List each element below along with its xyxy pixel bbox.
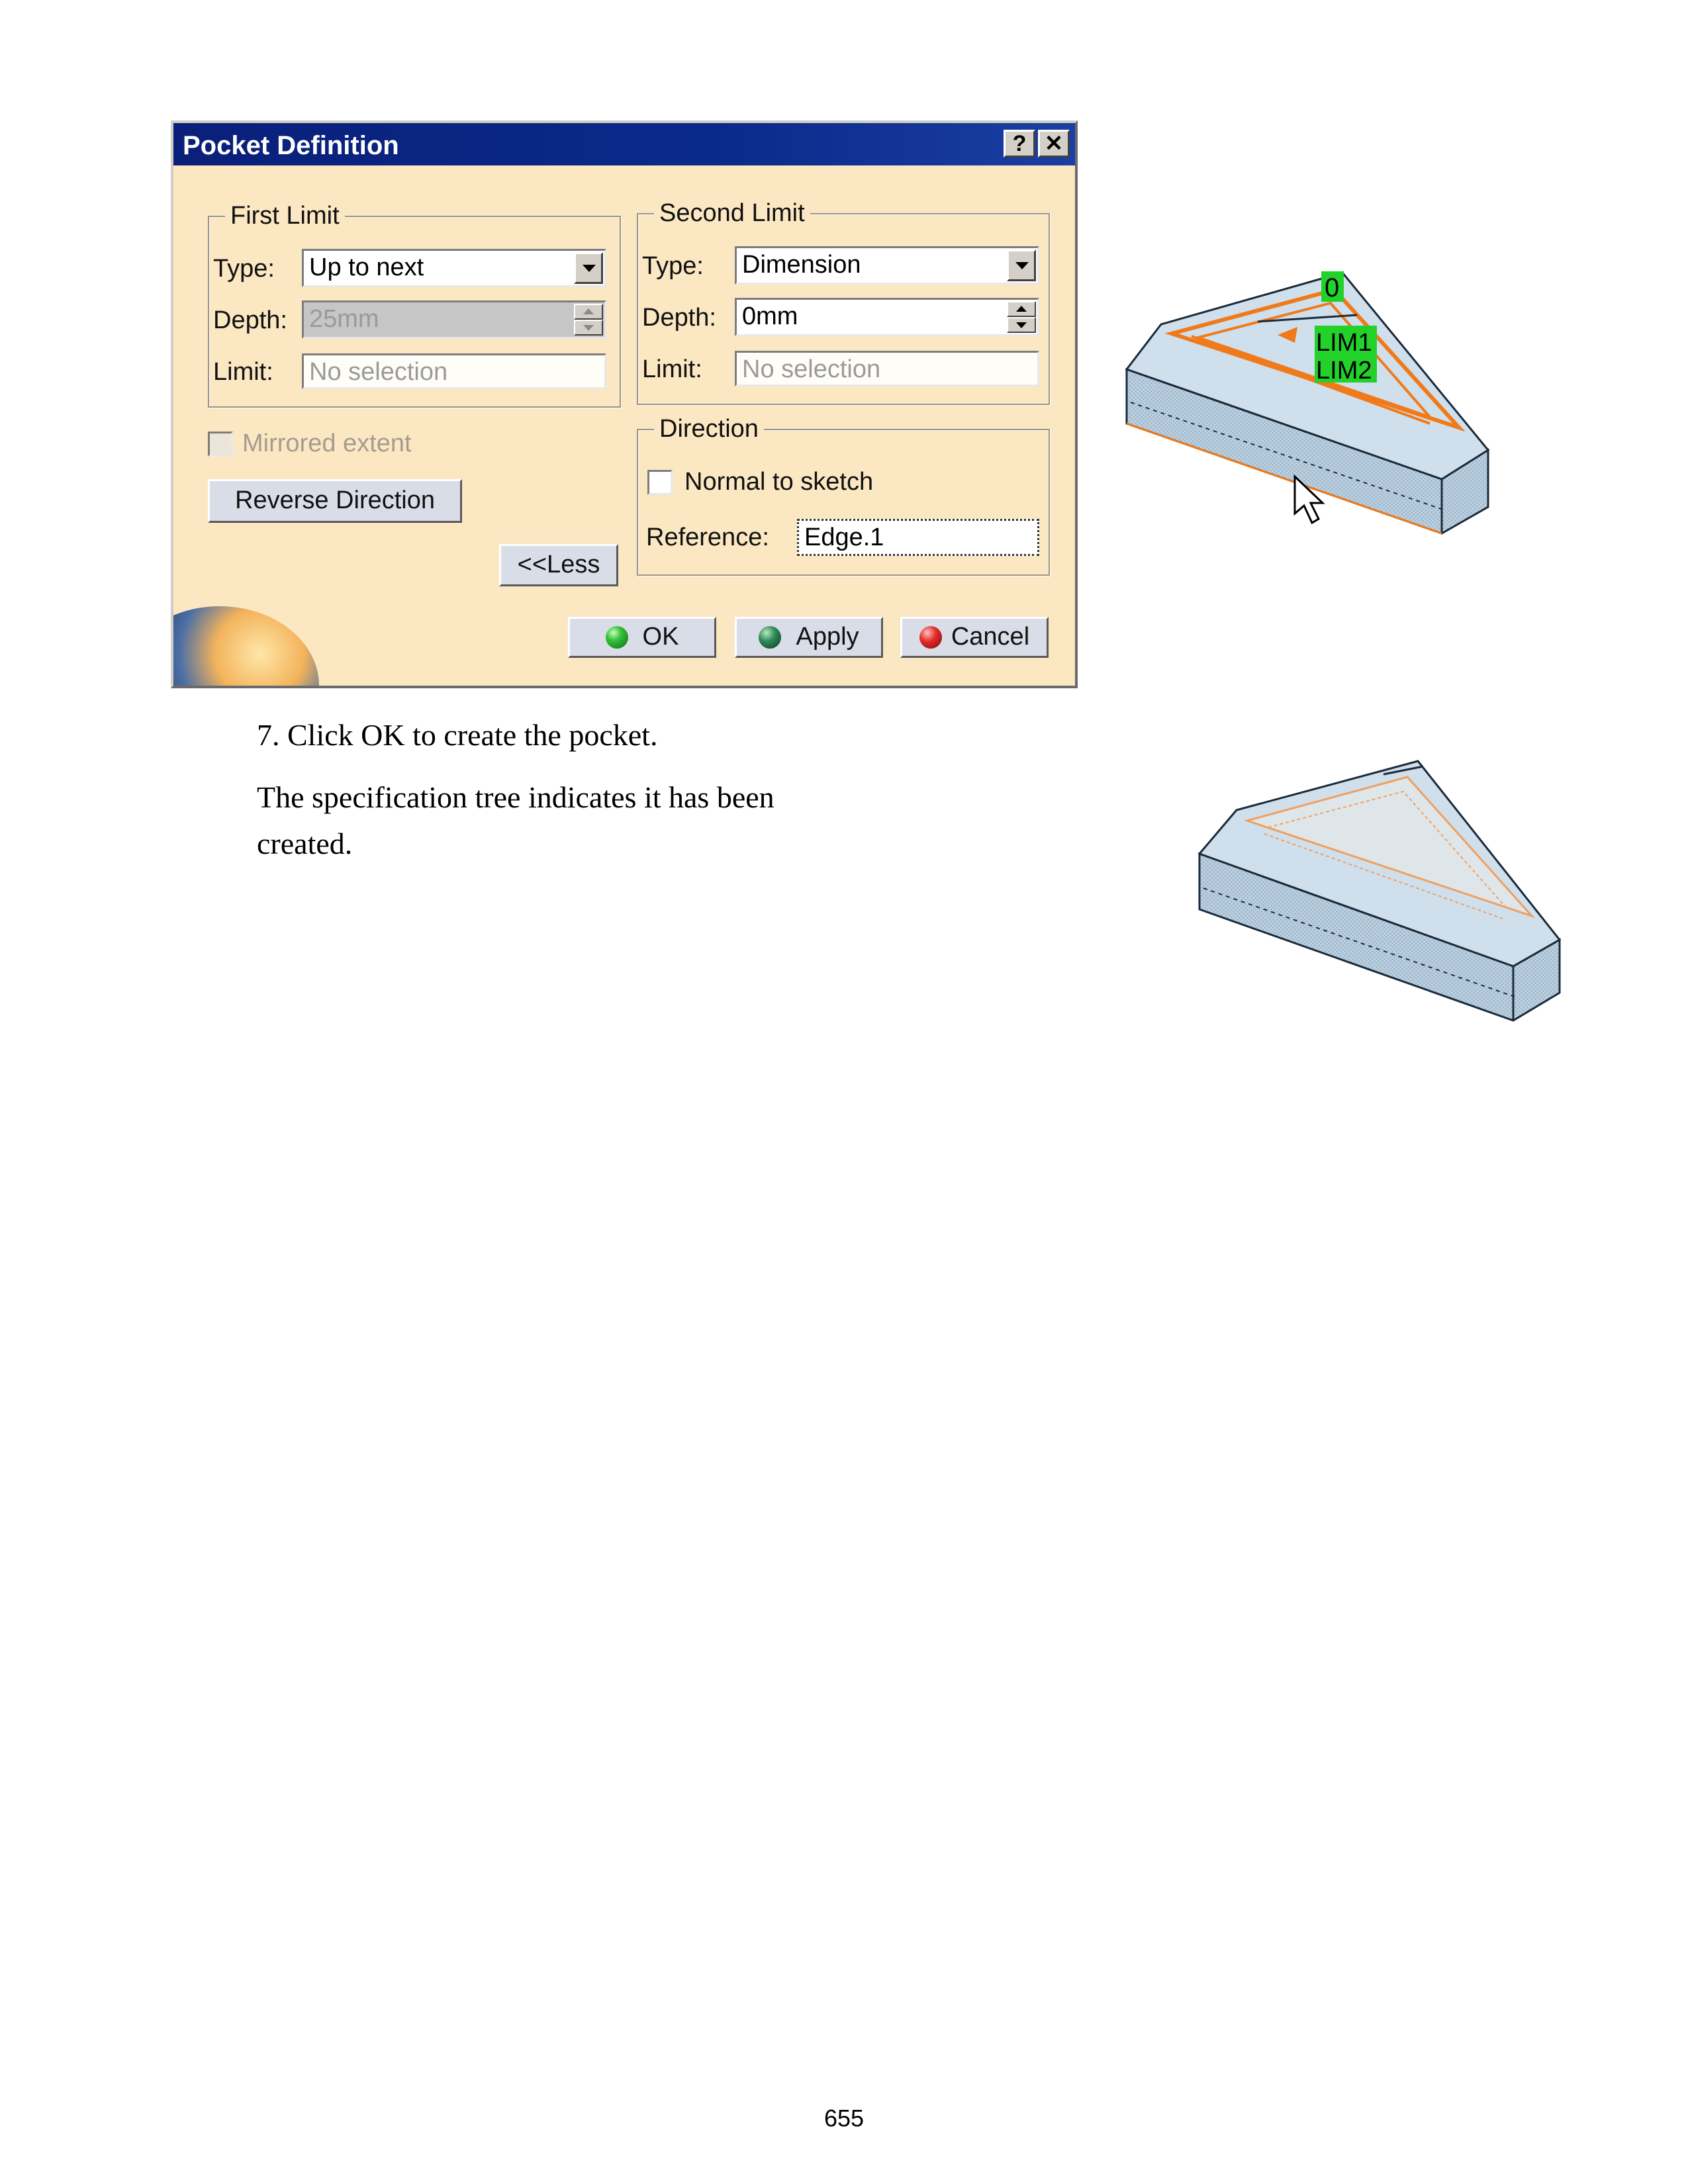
dialog-title: Pocket Definition (183, 131, 399, 160)
cancel-button[interactable] (900, 617, 1049, 658)
help-button[interactable] (1004, 130, 1035, 158)
second-type-value: Dimension (742, 251, 861, 279)
pocket-preview-figure (1099, 251, 1509, 556)
label-lim1: LIM1 (1316, 329, 1372, 357)
first-limit-group (208, 202, 621, 408)
close-button[interactable] (1038, 130, 1070, 158)
direction-group (637, 415, 1050, 576)
apply-button[interactable] (735, 617, 883, 658)
normal-to-sketch-label: Normal to sketch (684, 468, 874, 496)
cancel-icon (919, 626, 942, 649)
help-icon: ? (1012, 131, 1027, 156)
tree-note-line1: The specification tree indicates it has been (257, 780, 774, 814)
first-limit-legend: First Limit (225, 203, 345, 229)
close-icon: ✕ (1044, 131, 1064, 156)
first-type-dropdown[interactable] (302, 249, 606, 287)
titlebar (173, 123, 1075, 165)
reference-label: Reference: (646, 523, 769, 551)
spin-down-icon[interactable] (1007, 317, 1036, 333)
first-type-label: Type: (213, 255, 275, 283)
spin-up-icon (574, 304, 603, 320)
ok-label: OK (642, 623, 679, 651)
first-limit-label: Limit: (213, 358, 273, 386)
second-depth-label: Depth: (642, 304, 716, 332)
normal-to-sketch-checkbox[interactable] (647, 470, 673, 495)
direction-legend: Direction (654, 416, 764, 442)
chevron-down-icon[interactable] (1007, 250, 1036, 281)
reference-value: Edge.1 (804, 523, 884, 551)
second-limit-field[interactable] (735, 351, 1039, 387)
spin-down-icon (574, 320, 603, 336)
first-type-value: Up to next (309, 253, 424, 281)
ok-icon (606, 626, 628, 649)
reverse-direction-label: Reverse Direction (235, 486, 435, 514)
mirrored-extent-checkbox[interactable] (208, 432, 233, 457)
apply-label: Apply (796, 623, 859, 651)
first-depth-value: 25mm (309, 305, 379, 333)
label-lim2: LIM2 (1316, 357, 1372, 385)
reference-field[interactable] (797, 519, 1039, 556)
second-limit-value: No selection (742, 355, 881, 383)
less-label: <<Less (517, 551, 600, 578)
ok-button[interactable] (568, 617, 716, 658)
first-depth-field (302, 300, 606, 339)
mirrored-extent-label: Mirrored extent (242, 430, 412, 457)
second-type-dropdown[interactable] (735, 246, 1039, 285)
cancel-label: Cancel (951, 623, 1030, 651)
tree-note-line2: created. (257, 827, 353, 860)
second-limit-legend: Second Limit (654, 200, 810, 226)
first-depth-label: Depth: (213, 306, 287, 334)
apply-icon (759, 626, 781, 649)
spin-up-icon[interactable] (1007, 301, 1036, 317)
step-7-text: 7. Click OK to create the pocket. (257, 718, 658, 752)
first-limit-field[interactable] (302, 353, 606, 389)
reverse-direction-button[interactable] (208, 479, 462, 523)
second-type-label: Type: (642, 252, 704, 280)
less-button[interactable] (499, 544, 618, 586)
second-limit-label: Limit: (642, 355, 702, 383)
first-depth-spinner (574, 304, 603, 336)
second-limit-group (637, 199, 1050, 405)
second-depth-field[interactable] (735, 298, 1039, 336)
chevron-down-icon[interactable] (574, 252, 603, 284)
second-depth-value: 0mm (742, 302, 798, 330)
first-limit-value: No selection (309, 358, 448, 386)
page-number: 655 (823, 2105, 865, 2132)
pocket-definition-dialog (171, 120, 1078, 688)
catia-logo-art (171, 606, 319, 688)
created-pocket-figure (1185, 748, 1582, 1039)
label-0: 0 (1325, 273, 1340, 302)
second-depth-spinner[interactable] (1007, 301, 1036, 333)
